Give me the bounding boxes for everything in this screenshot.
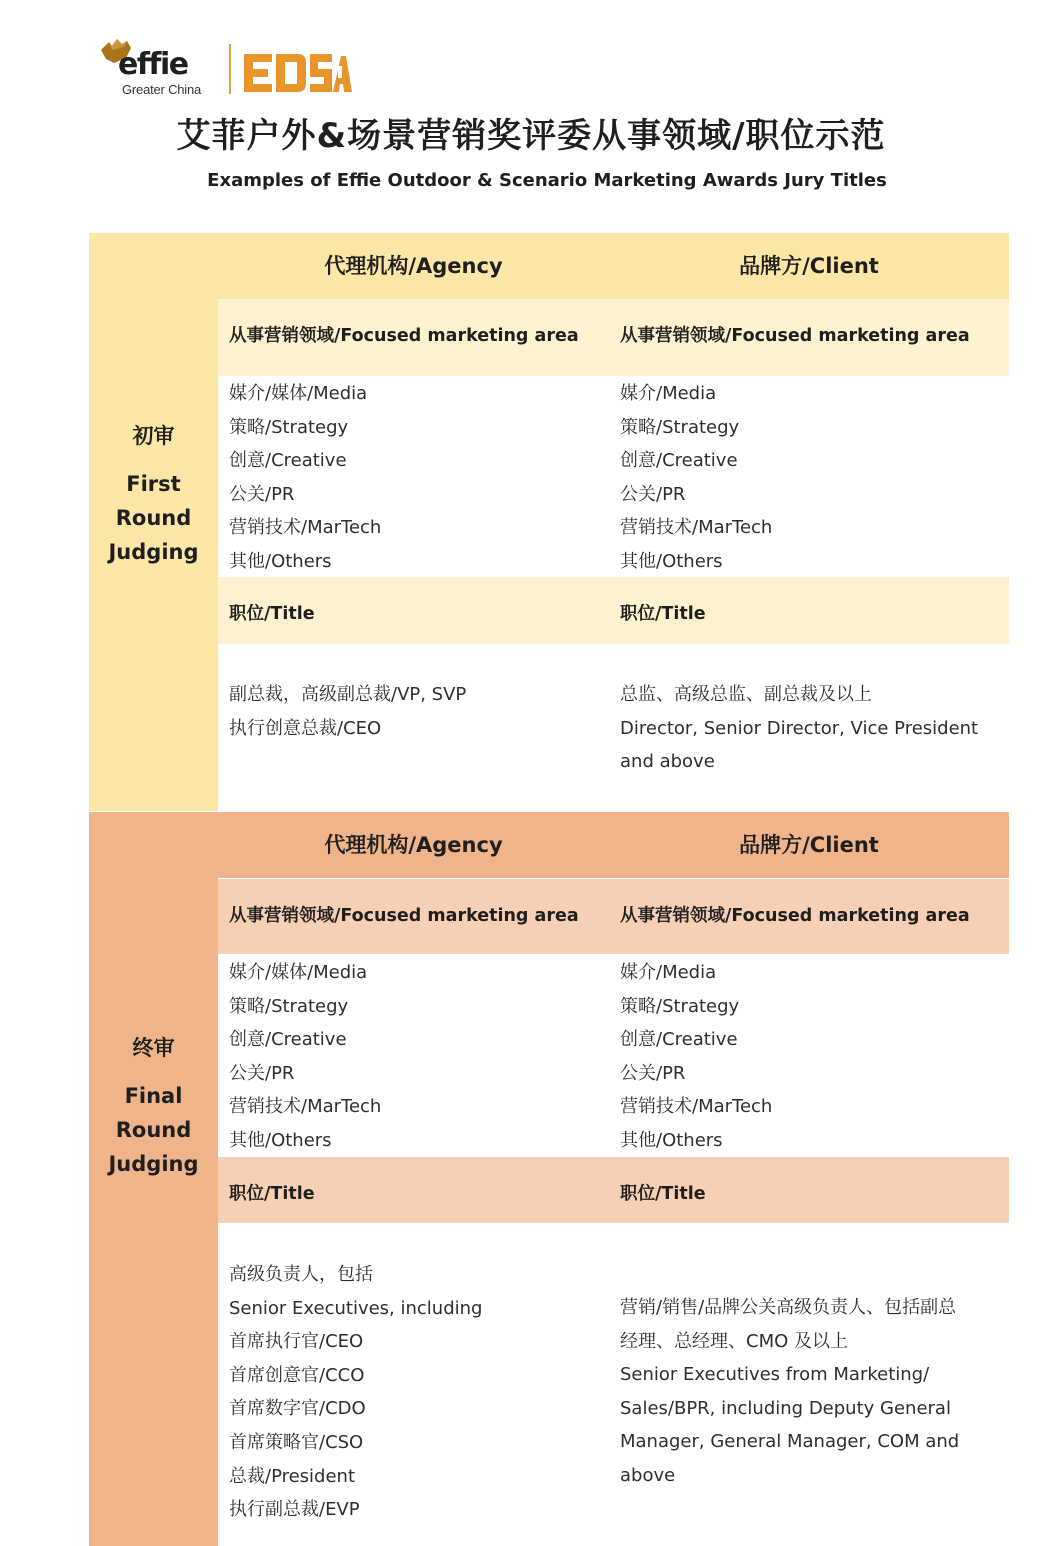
list-item: 创意/Creative xyxy=(229,450,347,472)
first-round-label-column xyxy=(89,233,218,811)
list-item: 媒介/媒体/Media xyxy=(229,383,368,404)
first-round-section xyxy=(89,233,1009,811)
first-round-label-cn: 初审 xyxy=(132,424,175,448)
first-round-agency-header: 代理机构/Agency xyxy=(324,254,503,278)
final-round-label-cn: 终审 xyxy=(132,1036,175,1060)
effie-logo xyxy=(100,36,220,100)
list-item: 创意/Creative xyxy=(229,1029,347,1051)
list-item: 策略/Strategy xyxy=(229,995,349,1017)
list-item: 策略/Strategy xyxy=(229,416,349,438)
final-round-titles-agency xyxy=(229,1258,482,1527)
list-item: 营销技术/MarTech xyxy=(229,1096,382,1118)
final-round-section xyxy=(89,812,1009,1546)
final-round-agency-header: 代理机构/Agency xyxy=(324,833,503,857)
list-item: Director, Senior Director, Vice President xyxy=(620,717,979,739)
list-item: 高级负责人，包括 xyxy=(229,1264,373,1285)
final-round-area-header-agency: 从事营销领域/Focused marketing area xyxy=(229,906,579,926)
first-round-title-header-client: 职位/Title xyxy=(620,604,706,624)
list-item: 营销技术/MarTech xyxy=(229,517,382,539)
final-round-label-column xyxy=(89,812,218,1546)
list-item: 经理、总经理、CMO 及以上 xyxy=(620,1330,848,1352)
list-item: 副总裁，高级副总裁/VP, SVP xyxy=(229,684,467,705)
first-round-areas-client xyxy=(620,377,772,579)
final-round-header-row xyxy=(218,812,1009,878)
first-round-title-band xyxy=(218,577,1009,644)
final-round-areas-agency xyxy=(229,956,381,1158)
list-item: 公关/PR xyxy=(620,1062,686,1084)
first-round-areas-agency xyxy=(229,377,381,579)
list-item: 公关/PR xyxy=(620,483,686,505)
list-item: 媒介/媒体/Media xyxy=(229,962,368,983)
list-item: 营销技术/MarTech xyxy=(620,1096,773,1118)
effie-logo-wordmark: effie xyxy=(118,47,188,82)
eosa-logo xyxy=(242,52,352,94)
page-title-en: Examples of Effie Outdoor & Scenario Marketing Awards Jury Titles xyxy=(207,170,887,191)
list-item: 首席策略官/CSO xyxy=(229,1431,364,1453)
final-round-label-en-2: Round xyxy=(115,1118,192,1142)
first-round-area-header-agency: 从事营销领域/Focused marketing area xyxy=(229,326,579,346)
list-item: 其他/Others xyxy=(229,550,332,572)
final-round-titles-client xyxy=(620,1291,959,1493)
page-title-cn: 艾菲户外&场景营销奖评委从事领域/职位示范 xyxy=(176,116,886,156)
list-item: 其他/Others xyxy=(620,550,723,572)
list-item: 总监、高级总监、副总裁及以上 xyxy=(620,684,872,705)
first-round-titles-agency xyxy=(229,678,466,745)
list-item: 创意/Creative xyxy=(620,450,738,472)
list-item: Senior Executives from Marketing/ xyxy=(620,1364,930,1386)
first-round-titles-client xyxy=(620,678,978,779)
list-item: Sales/BPR, including Deputy General xyxy=(620,1397,951,1419)
list-item: 策略/Strategy xyxy=(620,416,740,438)
final-round-label-en-1: Final xyxy=(124,1084,183,1108)
list-item: and above xyxy=(620,751,715,773)
list-item: 首席数字官/CDO xyxy=(229,1398,366,1420)
first-round-client-header: 品牌方/Client xyxy=(739,254,879,278)
first-round-label-en-1: First xyxy=(126,472,181,496)
list-item: 其他/Others xyxy=(229,1129,332,1151)
first-round-label-en-3: Judging xyxy=(108,540,199,564)
final-round-title-band xyxy=(218,1157,1009,1223)
list-item: 首席执行官/CEO xyxy=(229,1331,364,1353)
list-item: 首席创意官/CCO xyxy=(229,1364,365,1386)
final-round-areas-client xyxy=(620,956,772,1158)
list-item: 媒介/Media xyxy=(620,383,717,404)
final-round-label xyxy=(89,1031,218,1181)
list-item: Manager, General Manager, COM and xyxy=(620,1431,960,1453)
final-round-title-header-client: 职位/Title xyxy=(620,1184,706,1204)
final-round-title-header-agency: 职位/Title xyxy=(229,1184,315,1204)
list-item: 其他/Others xyxy=(620,1129,723,1151)
list-item: 总裁/President xyxy=(229,1465,356,1487)
list-item: 策略/Strategy xyxy=(620,995,740,1017)
list-item: 执行创意总裁/CEO xyxy=(229,717,382,739)
list-item: 媒介/Media xyxy=(620,962,717,983)
first-round-header-row xyxy=(218,233,1009,299)
list-item: 营销技术/MarTech xyxy=(620,517,773,539)
list-item: 公关/PR xyxy=(229,1062,295,1084)
final-round-client-header: 品牌方/Client xyxy=(739,833,879,857)
list-item: 公关/PR xyxy=(229,483,295,505)
first-round-label-en-2: Round xyxy=(115,506,192,530)
list-item: 营销/销售/品牌公关高级负责人、包括副总 xyxy=(620,1297,957,1318)
effie-logo-subtitle: Greater China xyxy=(122,82,202,97)
final-round-area-header-client: 从事营销领域/Focused marketing area xyxy=(620,906,970,926)
logo-divider xyxy=(229,44,231,94)
first-round-area-header-client: 从事营销领域/Focused marketing area xyxy=(620,326,970,346)
first-round-title-header-agency: 职位/Title xyxy=(229,604,315,624)
list-item: Senior Executives, including xyxy=(229,1297,483,1319)
list-item: 创意/Creative xyxy=(620,1029,738,1051)
final-round-label-en-3: Judging xyxy=(108,1152,199,1176)
list-item: above xyxy=(620,1464,676,1486)
list-item: 执行副总裁/EVP xyxy=(229,1499,360,1521)
first-round-label xyxy=(89,419,218,569)
